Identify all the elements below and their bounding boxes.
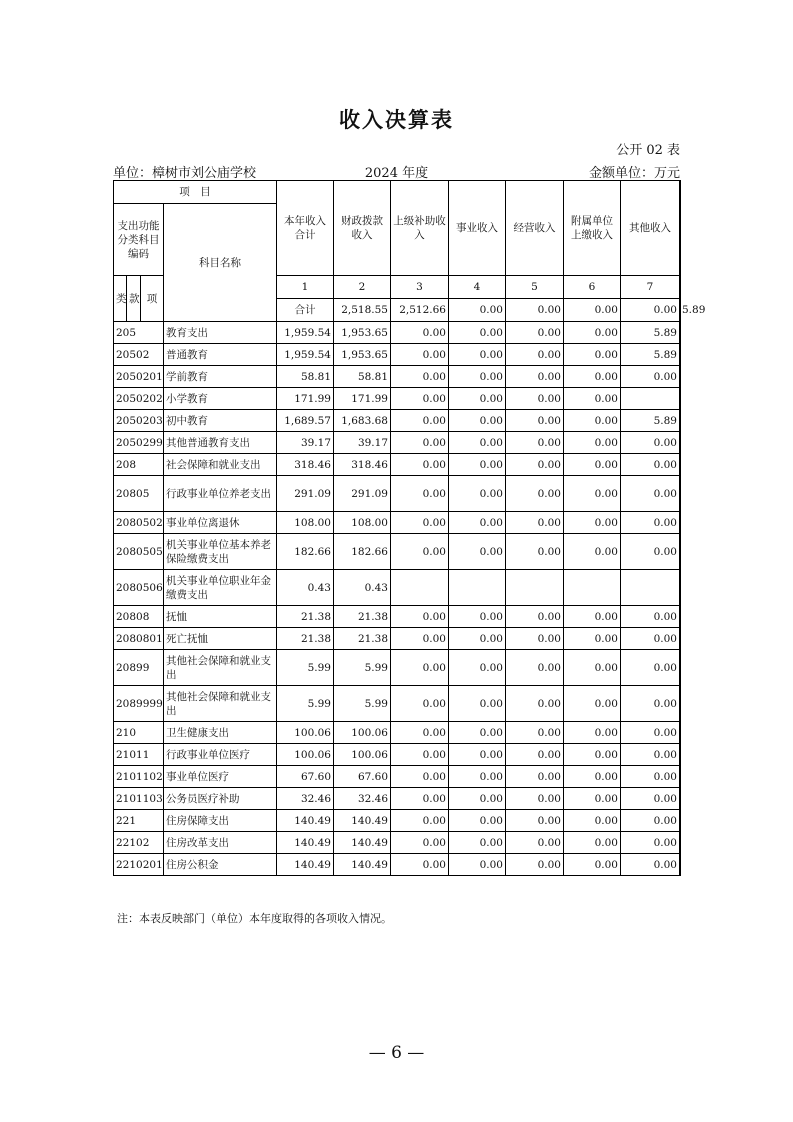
amount-cell: 291.09	[334, 476, 391, 512]
header-col4: 事业收入	[449, 181, 506, 276]
table-row	[114, 344, 681, 366]
subject-name: 行政事业单位医疗	[164, 744, 277, 766]
table-row	[114, 722, 681, 744]
table-row	[114, 788, 681, 810]
amount-cell: 0.00	[391, 628, 449, 650]
amount-cell: 0.00	[564, 686, 621, 722]
total-cell: 2,512.66	[391, 299, 449, 322]
amount-cell: 0.00	[564, 432, 621, 454]
subject-name: 小学教育	[164, 388, 277, 410]
row-number-cell: 5	[506, 276, 564, 299]
subject-code: 210	[114, 722, 164, 744]
table-row	[114, 766, 681, 788]
amount-cell: 0.00	[449, 854, 506, 876]
amount-cell: 291.09	[277, 476, 334, 512]
subject-code: 20808	[114, 606, 164, 628]
header-col5: 经营收入	[506, 181, 564, 276]
subject-name: 卫生健康支出	[164, 722, 277, 744]
subject-code: 2080506	[114, 570, 164, 606]
amount-cell: 0.00	[621, 832, 680, 854]
amount-cell: 0.00	[391, 832, 449, 854]
amount-cell: 39.17	[334, 432, 391, 454]
amount-cell: 32.46	[277, 788, 334, 810]
form-number: 公开 02 表	[616, 143, 680, 158]
amount-cell: 0.00	[391, 388, 449, 410]
amount-cell: 0.00	[391, 410, 449, 432]
table-row	[114, 810, 681, 832]
row-number-cell: 7	[621, 276, 680, 299]
subject-code: 20899	[114, 650, 164, 686]
amount-cell: 0.00	[621, 432, 680, 454]
amount-cell: 0.00	[391, 766, 449, 788]
amount-cell: 0.00	[564, 650, 621, 686]
amount-cell	[449, 570, 506, 606]
amount-cell: 0.00	[621, 722, 680, 744]
amount-cell: 0.00	[621, 454, 680, 476]
amount-cell: 0.00	[506, 810, 564, 832]
amount-cell: 0.00	[449, 744, 506, 766]
amount-cell: 0.00	[564, 628, 621, 650]
amount-cell: 0.00	[506, 686, 564, 722]
amount-cell: 140.49	[334, 854, 391, 876]
table-row	[114, 650, 681, 686]
amount-cell: 0.00	[621, 766, 680, 788]
subject-code: 2050299	[114, 432, 164, 454]
subject-code: 2050202	[114, 388, 164, 410]
amount-cell: 0.00	[621, 854, 680, 876]
amount-cell: 0.00	[506, 322, 564, 344]
subject-name: 社会保障和就业支出	[164, 454, 277, 476]
amount-cell: 0.00	[391, 322, 449, 344]
amount-cell: 108.00	[277, 512, 334, 534]
subject-name: 住房改革支出	[164, 832, 277, 854]
amount-cell: 0.00	[506, 832, 564, 854]
amount-cell: 58.81	[334, 366, 391, 388]
amount-cell: 0.00	[391, 722, 449, 744]
amount-cell: 0.00	[621, 650, 680, 686]
amount-cell	[621, 388, 680, 410]
amount-cell: 0.00	[506, 722, 564, 744]
amount-cell: 140.49	[334, 810, 391, 832]
subject-code: 20805	[114, 476, 164, 512]
table-row	[114, 832, 681, 854]
subject-name: 机关事业单位基本养老保险缴费支出	[164, 534, 277, 570]
subject-name: 其他社会保障和就业支出	[164, 650, 277, 686]
subject-name: 死亡抚恤	[164, 628, 277, 650]
amount-cell: 182.66	[334, 534, 391, 570]
amount-cell: 0.00	[621, 788, 680, 810]
amount-cell: 0.00	[621, 744, 680, 766]
amount-cell: 67.60	[334, 766, 391, 788]
amount-cell: 0.00	[391, 344, 449, 366]
amount-cell	[391, 570, 449, 606]
header-col6: 附属单位上缴收入	[564, 181, 621, 276]
total-label: 合计	[277, 299, 334, 322]
amount-cell: 1,959.54	[277, 322, 334, 344]
amount-cell: 140.49	[334, 832, 391, 854]
row-number-cell: 2	[334, 276, 391, 299]
amount-cell: 0.00	[506, 476, 564, 512]
subject-name: 学前教育	[164, 366, 277, 388]
amount-cell: 0.00	[391, 432, 449, 454]
table-row	[114, 410, 681, 432]
amount-cell: 140.49	[277, 832, 334, 854]
amount-cell: 5.99	[334, 650, 391, 686]
amount-cell: 0.00	[449, 388, 506, 410]
subject-code: 2080801	[114, 628, 164, 650]
amount-cell: 0.00	[391, 810, 449, 832]
amount-cell: 0.00	[564, 322, 621, 344]
amount-cell: 0.00	[449, 454, 506, 476]
total-cell: 0.00	[449, 299, 506, 322]
amount-cell: 0.00	[564, 366, 621, 388]
subject-code: 2080505	[114, 534, 164, 570]
row-number-cell: 1	[277, 276, 334, 299]
amount-cell: 182.66	[277, 534, 334, 570]
amount-cell: 0.00	[391, 454, 449, 476]
subject-name: 行政事业单位养老支出	[164, 476, 277, 512]
table-row	[114, 686, 681, 722]
amount-cell: 0.00	[449, 476, 506, 512]
amount-cell: 0.00	[449, 606, 506, 628]
amount-cell: 5.89	[621, 322, 680, 344]
amount-cell: 0.00	[391, 686, 449, 722]
header-col7: 其他收入	[621, 181, 680, 276]
table-row	[114, 476, 681, 512]
income-final-accounts-table	[113, 180, 706, 876]
subject-name: 住房保障支出	[164, 810, 277, 832]
subject-name: 事业单位离退休	[164, 512, 277, 534]
amount-cell: 0.00	[621, 810, 680, 832]
amount-cell: 1,689.57	[277, 410, 334, 432]
amount-cell: 140.49	[277, 810, 334, 832]
amount-cell: 0.00	[391, 650, 449, 686]
amount-cell: 0.00	[506, 344, 564, 366]
amount-cell: 0.00	[506, 628, 564, 650]
amount-cell: 0.00	[564, 606, 621, 628]
table-row	[114, 534, 681, 570]
amount-cell: 0.00	[621, 476, 680, 512]
amount-cell: 21.38	[334, 628, 391, 650]
amount-cell: 0.00	[449, 766, 506, 788]
subject-code: 2080502	[114, 512, 164, 534]
amount-cell: 0.00	[564, 854, 621, 876]
subject-name: 教育支出	[164, 322, 277, 344]
amount-cell: 0.00	[564, 476, 621, 512]
amount-cell: 0.00	[564, 454, 621, 476]
amount-cell: 0.00	[449, 722, 506, 744]
amount-cell: 0.00	[506, 410, 564, 432]
header-col1: 本年收入合计	[277, 181, 334, 276]
amount-cell: 0.00	[564, 410, 621, 432]
amount-cell: 0.00	[449, 628, 506, 650]
table-row	[114, 454, 681, 476]
header-xiang: 项	[141, 276, 164, 322]
total-cell: 0.00	[564, 299, 621, 322]
table-row	[114, 628, 681, 650]
amount-cell: 0.00	[449, 322, 506, 344]
amount-cell: 0.00	[506, 432, 564, 454]
amount-cell: 58.81	[277, 366, 334, 388]
amount-cell: 1,959.54	[277, 344, 334, 366]
subject-code: 221	[114, 810, 164, 832]
amount-cell: 0.00	[449, 788, 506, 810]
amount-cell: 0.00	[391, 744, 449, 766]
amount-cell: 5.99	[334, 686, 391, 722]
subject-name: 其他社会保障和就业支出	[164, 686, 277, 722]
table-row	[114, 854, 681, 876]
amount-cell: 0.00	[391, 788, 449, 810]
amount-cell: 171.99	[334, 388, 391, 410]
table-row	[114, 570, 681, 606]
amount-cell: 1,953.65	[334, 322, 391, 344]
subject-code: 2101102	[114, 766, 164, 788]
amount-cell: 140.49	[277, 854, 334, 876]
subject-name: 抚恤	[164, 606, 277, 628]
subject-code: 2050201	[114, 366, 164, 388]
table-row	[114, 744, 681, 766]
amount-cell: 0.43	[277, 570, 334, 606]
amount-cell: 0.00	[449, 810, 506, 832]
header-col3: 上级补助收入	[391, 181, 449, 276]
amount-cell: 100.06	[334, 744, 391, 766]
amount-cell: 1,953.65	[334, 344, 391, 366]
amount-cell: 108.00	[334, 512, 391, 534]
amount-cell: 0.00	[391, 606, 449, 628]
amount-cell: 5.89	[621, 344, 680, 366]
header-lei: 类	[114, 276, 127, 322]
amount-cell: 0.00	[391, 512, 449, 534]
amount-cell: 21.38	[277, 606, 334, 628]
amount-cell: 0.00	[621, 366, 680, 388]
header-subject-name: 科目名称	[164, 204, 277, 322]
amount-cell: 0.00	[391, 476, 449, 512]
row-number-cell: 3	[391, 276, 449, 299]
amount-cell: 32.46	[334, 788, 391, 810]
amount-cell: 100.06	[334, 722, 391, 744]
amount-cell: 0.00	[621, 628, 680, 650]
total-cell: 0.00	[621, 299, 680, 322]
table-row	[114, 512, 681, 534]
subject-code: 208	[114, 454, 164, 476]
total-cell: 0.00	[506, 299, 564, 322]
amount-cell: 0.00	[449, 432, 506, 454]
amount-cell: 0.00	[506, 788, 564, 810]
subject-name: 事业单位医疗	[164, 766, 277, 788]
amount-cell: 0.00	[391, 366, 449, 388]
amount-cell: 318.46	[277, 454, 334, 476]
table-row	[114, 432, 681, 454]
amount-cell	[564, 570, 621, 606]
amount-cell: 0.00	[564, 832, 621, 854]
amount-cell: 0.00	[564, 810, 621, 832]
amount-cell: 0.43	[334, 570, 391, 606]
row-number-cell: 6	[564, 276, 621, 299]
subject-code: 2050203	[114, 410, 164, 432]
amount-cell: 100.06	[277, 722, 334, 744]
amount-cell: 0.00	[449, 832, 506, 854]
amount-cell: 67.60	[277, 766, 334, 788]
amount-cell: 0.00	[449, 344, 506, 366]
amount-cell: 0.00	[564, 788, 621, 810]
subject-code: 2089999	[114, 686, 164, 722]
amount-cell: 21.38	[277, 628, 334, 650]
amount-cell: 0.00	[506, 512, 564, 534]
amount-cell: 0.00	[391, 854, 449, 876]
table-row	[114, 322, 681, 344]
amount-cell: 1,683.68	[334, 410, 391, 432]
page-number: — 6 —	[368, 1043, 425, 1063]
amount-cell: 0.00	[391, 534, 449, 570]
amount-cell: 0.00	[506, 366, 564, 388]
amount-cell: 0.00	[506, 744, 564, 766]
amount-cell: 0.00	[506, 534, 564, 570]
subject-code: 2210201	[114, 854, 164, 876]
table-body	[114, 322, 681, 876]
subject-name: 住房公积金	[164, 854, 277, 876]
subject-name: 普通教育	[164, 344, 277, 366]
amount-cell: 5.89	[621, 410, 680, 432]
amount-cell	[506, 570, 564, 606]
amount-cell: 0.00	[621, 534, 680, 570]
subject-name: 机关事业单位职业年金缴费支出	[164, 570, 277, 606]
subject-name: 其他普通教育支出	[164, 432, 277, 454]
header-code-group: 支出功能分类科目编码	[114, 204, 164, 276]
subject-name: 公务员医疗补助	[164, 788, 277, 810]
amount-cell: 0.00	[506, 766, 564, 788]
amount-cell: 0.00	[564, 388, 621, 410]
amount-cell: 5.99	[277, 650, 334, 686]
amount-unit: 金额单位：万元	[588, 166, 680, 181]
footnote: 注：本表反映部门（单位）本年度取得的各项收入情况。	[117, 912, 392, 925]
total-cell: 5.89	[680, 299, 681, 322]
amount-cell: 0.00	[506, 854, 564, 876]
amount-cell: 0.00	[506, 454, 564, 476]
amount-cell: 0.00	[449, 512, 506, 534]
fiscal-year: 2024 年度	[364, 166, 429, 181]
subject-code: 21011	[114, 744, 164, 766]
table-row	[114, 366, 681, 388]
header-kuan: 款	[127, 276, 141, 322]
page-title: 收入决算表	[339, 108, 454, 132]
amount-cell: 318.46	[334, 454, 391, 476]
amount-cell: 21.38	[334, 606, 391, 628]
amount-cell: 0.00	[449, 650, 506, 686]
amount-cell: 0.00	[506, 388, 564, 410]
amount-cell: 0.00	[621, 686, 680, 722]
unit-label: 单位：樟树市刘公庙学校	[113, 166, 257, 181]
amount-cell: 0.00	[564, 512, 621, 534]
amount-cell: 5.99	[277, 686, 334, 722]
amount-cell	[621, 570, 680, 606]
amount-cell: 0.00	[506, 606, 564, 628]
amount-cell: 0.00	[564, 534, 621, 570]
amount-cell: 0.00	[564, 344, 621, 366]
amount-cell: 0.00	[449, 410, 506, 432]
amount-cell: 0.00	[621, 606, 680, 628]
subject-code: 2101103	[114, 788, 164, 810]
amount-cell: 39.17	[277, 432, 334, 454]
subject-code: 22102	[114, 832, 164, 854]
header-col2: 财政拨款收入	[334, 181, 391, 276]
table-row	[114, 606, 681, 628]
row-number-cell: 4	[449, 276, 506, 299]
amount-cell: 171.99	[277, 388, 334, 410]
amount-cell: 0.00	[449, 534, 506, 570]
total-cell: 2,518.55	[334, 299, 391, 322]
subject-code: 205	[114, 322, 164, 344]
table-row	[114, 388, 681, 410]
subject-code: 20502	[114, 344, 164, 366]
amount-cell: 100.06	[277, 744, 334, 766]
header-item: 项 目	[114, 181, 277, 204]
amount-cell: 0.00	[564, 766, 621, 788]
amount-cell: 0.00	[564, 722, 621, 744]
amount-cell: 0.00	[449, 686, 506, 722]
amount-cell: 0.00	[449, 366, 506, 388]
amount-cell: 0.00	[621, 512, 680, 534]
amount-cell: 0.00	[506, 650, 564, 686]
amount-cell: 0.00	[564, 744, 621, 766]
subject-name: 初中教育	[164, 410, 277, 432]
